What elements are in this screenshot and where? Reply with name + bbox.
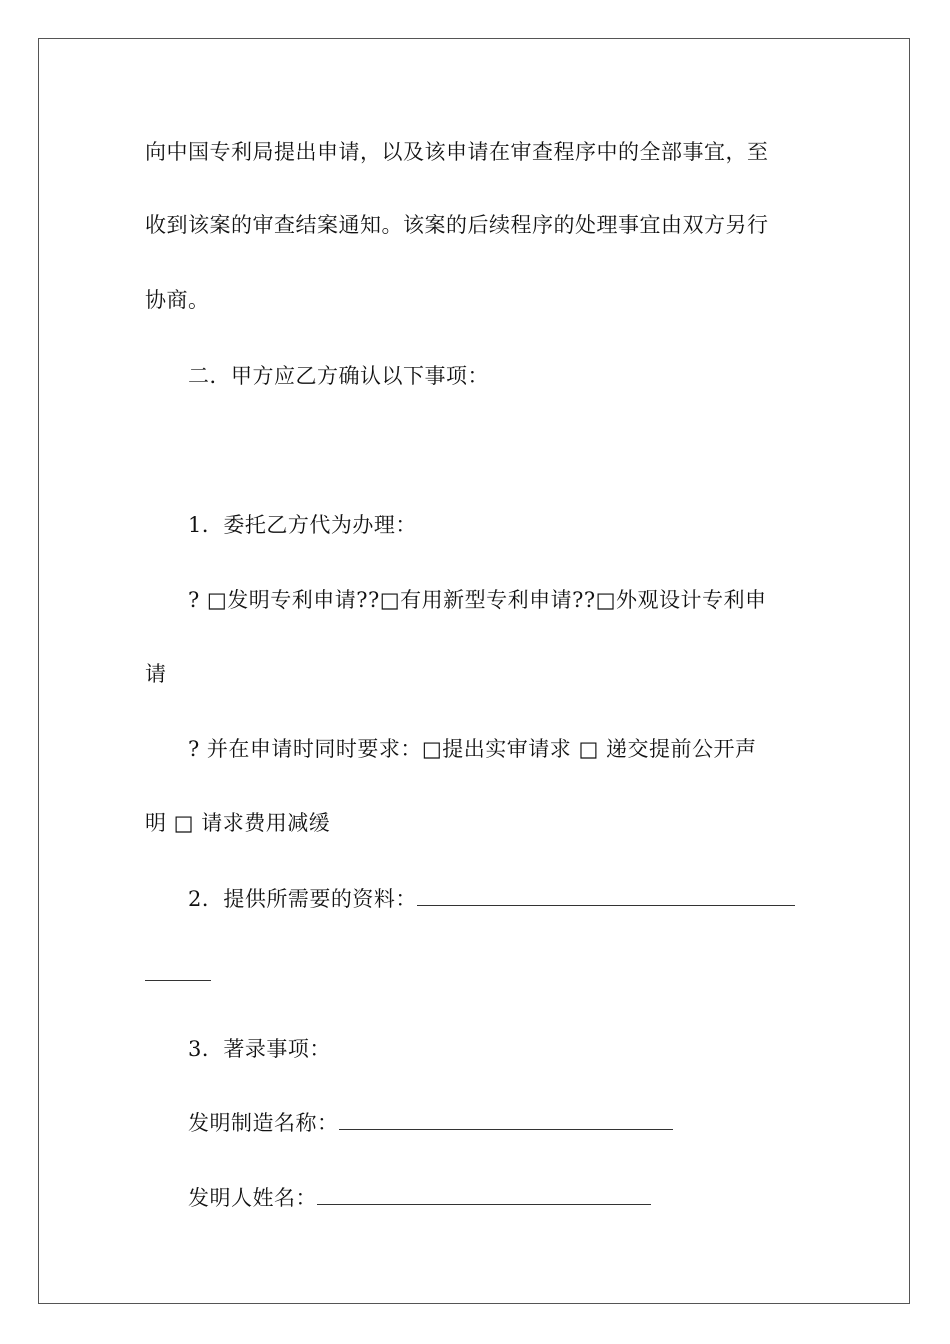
invention-name-label: 发明制造名称： (188, 1111, 339, 1135)
checkbox-options-line: ? 并在申请时同时要求：□提出实审请求 □ 递交提前公开声 (188, 737, 757, 761)
section-heading: 二．甲方应乙方确认以下事项： (188, 364, 489, 388)
paragraph-line: 向中国专利局提出申请，以及该申请在审查程序中的全部事宜，至 (145, 140, 769, 164)
materials-field (188, 885, 795, 913)
list-item: 1．委托乙方代为办理： (188, 513, 417, 537)
paragraph-line: 收到该案的审查结案通知。该案的后续程序的处理事宜由双方另行 (145, 213, 769, 237)
checkbox-options-line: ? □发明专利申请??□有用新型专利申请??□外观设计专利申 (188, 588, 767, 612)
paragraph-line: 协商。 (145, 288, 210, 312)
invention-name-field (188, 1109, 673, 1137)
list-item: 3．著录事项： (188, 1037, 331, 1061)
materials-label: 2．提供所需要的资料： (188, 887, 417, 911)
inventor-name-field (188, 1184, 651, 1212)
inventor-name-label: 发明人姓名： (188, 1186, 317, 1210)
materials-blank (417, 885, 795, 906)
inventor-name-blank (317, 1184, 651, 1205)
materials-blank-continued (145, 980, 211, 981)
invention-name-blank (339, 1109, 673, 1130)
checkbox-options-line: 请 (145, 662, 167, 686)
checkbox-options-line: 明 □ 请求费用减缓 (145, 811, 331, 835)
